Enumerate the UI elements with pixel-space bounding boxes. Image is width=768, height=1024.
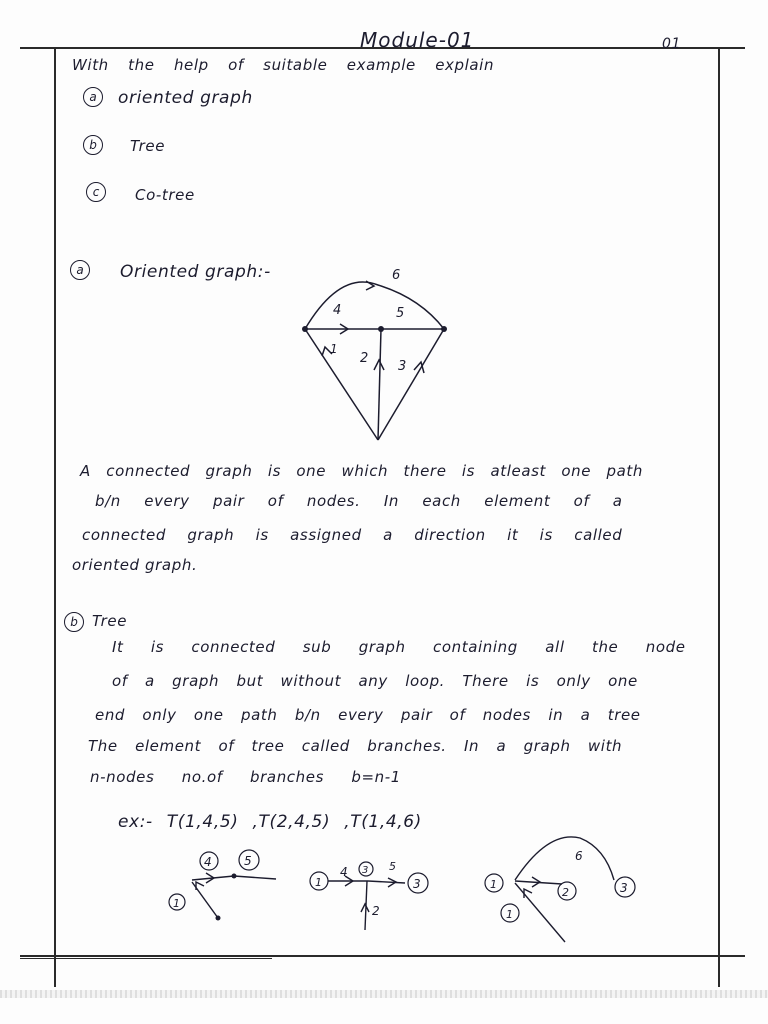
tree-1-branch-5 — [234, 876, 276, 879]
question-prompt: With the help of suitable example explain — [72, 56, 495, 74]
item-a-text: oriented graph — [118, 88, 253, 108]
section-b-line-4: The element of tree called branches. In a graph with — [88, 737, 623, 755]
edge-label-4: 4 — [333, 303, 342, 318]
item-b-text: Tree — [130, 137, 166, 155]
section-b-line-5: n-nodes no.of branches b=n-1 — [90, 768, 401, 786]
tree-2-label-1: 1 — [315, 876, 322, 889]
tree-3-label-2: 2 — [562, 886, 569, 899]
tree-2-label-5: 5 — [389, 860, 396, 873]
tree-2-label-3b: 3 — [413, 877, 421, 891]
edge-label-2: 2 — [360, 351, 369, 366]
tree-2 — [310, 860, 428, 930]
tree-2-label-4: 4 — [340, 865, 348, 879]
item-c-marker: c — [86, 182, 106, 202]
item-a-marker: a — [83, 87, 103, 107]
edge-label-5: 5 — [396, 306, 405, 321]
section-a-line-4: oriented graph. — [72, 556, 198, 574]
edge-label-1: 1 — [330, 342, 338, 356]
section-b-heading: Tree — [92, 612, 128, 630]
tree-2-label-3a: 3 — [362, 865, 369, 876]
edge-label-6: 6 — [392, 268, 401, 283]
section-b-line-2: of a graph but without any loop. There is only one — [112, 672, 638, 690]
section-b-line-3: end only one path b/n every pair of nodes in a tree — [95, 706, 641, 724]
section-a-line-2: b/n every pair of nodes. In each element of a — [95, 492, 623, 510]
tree-2-label-2: 2 — [372, 904, 380, 918]
item-b-marker: b — [83, 135, 103, 155]
tree-example-line: ex:- T(1,4,5) ,T(2,4,5) ,T(1,4,6) — [118, 812, 422, 832]
section-a-line-3: connected graph is assigned a direction it is called — [82, 526, 623, 544]
tree-1-node-b — [216, 916, 221, 921]
tree-2-branch-5 — [368, 881, 405, 883]
tree-1-label-1: 1 — [173, 897, 180, 910]
tree-3-branch-6 — [515, 837, 614, 880]
section-a-heading: Oriented graph:- — [120, 262, 271, 282]
tree-3 — [485, 837, 635, 942]
tree-2-arrow-2 — [361, 904, 369, 912]
section-b-line-1: It is connected sub graph containing all the node — [112, 638, 686, 656]
tree-3-label-1: 1 — [490, 878, 497, 891]
tree-3-label-6: 6 — [575, 849, 583, 863]
section-b-marker: b — [64, 612, 84, 632]
page-number: 01 — [662, 36, 682, 52]
section-a-marker: a — [70, 260, 90, 280]
module-title: Module-01 — [360, 28, 475, 52]
tree-1-node-a — [232, 874, 237, 879]
tree-1-label-4: 4 — [204, 855, 212, 869]
tree-3-label-1b: 1 — [506, 908, 513, 921]
item-c-text: Co-tree — [135, 186, 195, 204]
section-a-line-1: A connected graph is one which there is atleast one path — [80, 462, 643, 480]
tree-3-arrow-1 — [524, 889, 532, 898]
tree-1-label-5: 5 — [244, 854, 252, 868]
tree-1 — [169, 850, 276, 921]
tree-3-label-3: 3 — [620, 881, 628, 895]
edge-label-3: 3 — [398, 359, 407, 374]
